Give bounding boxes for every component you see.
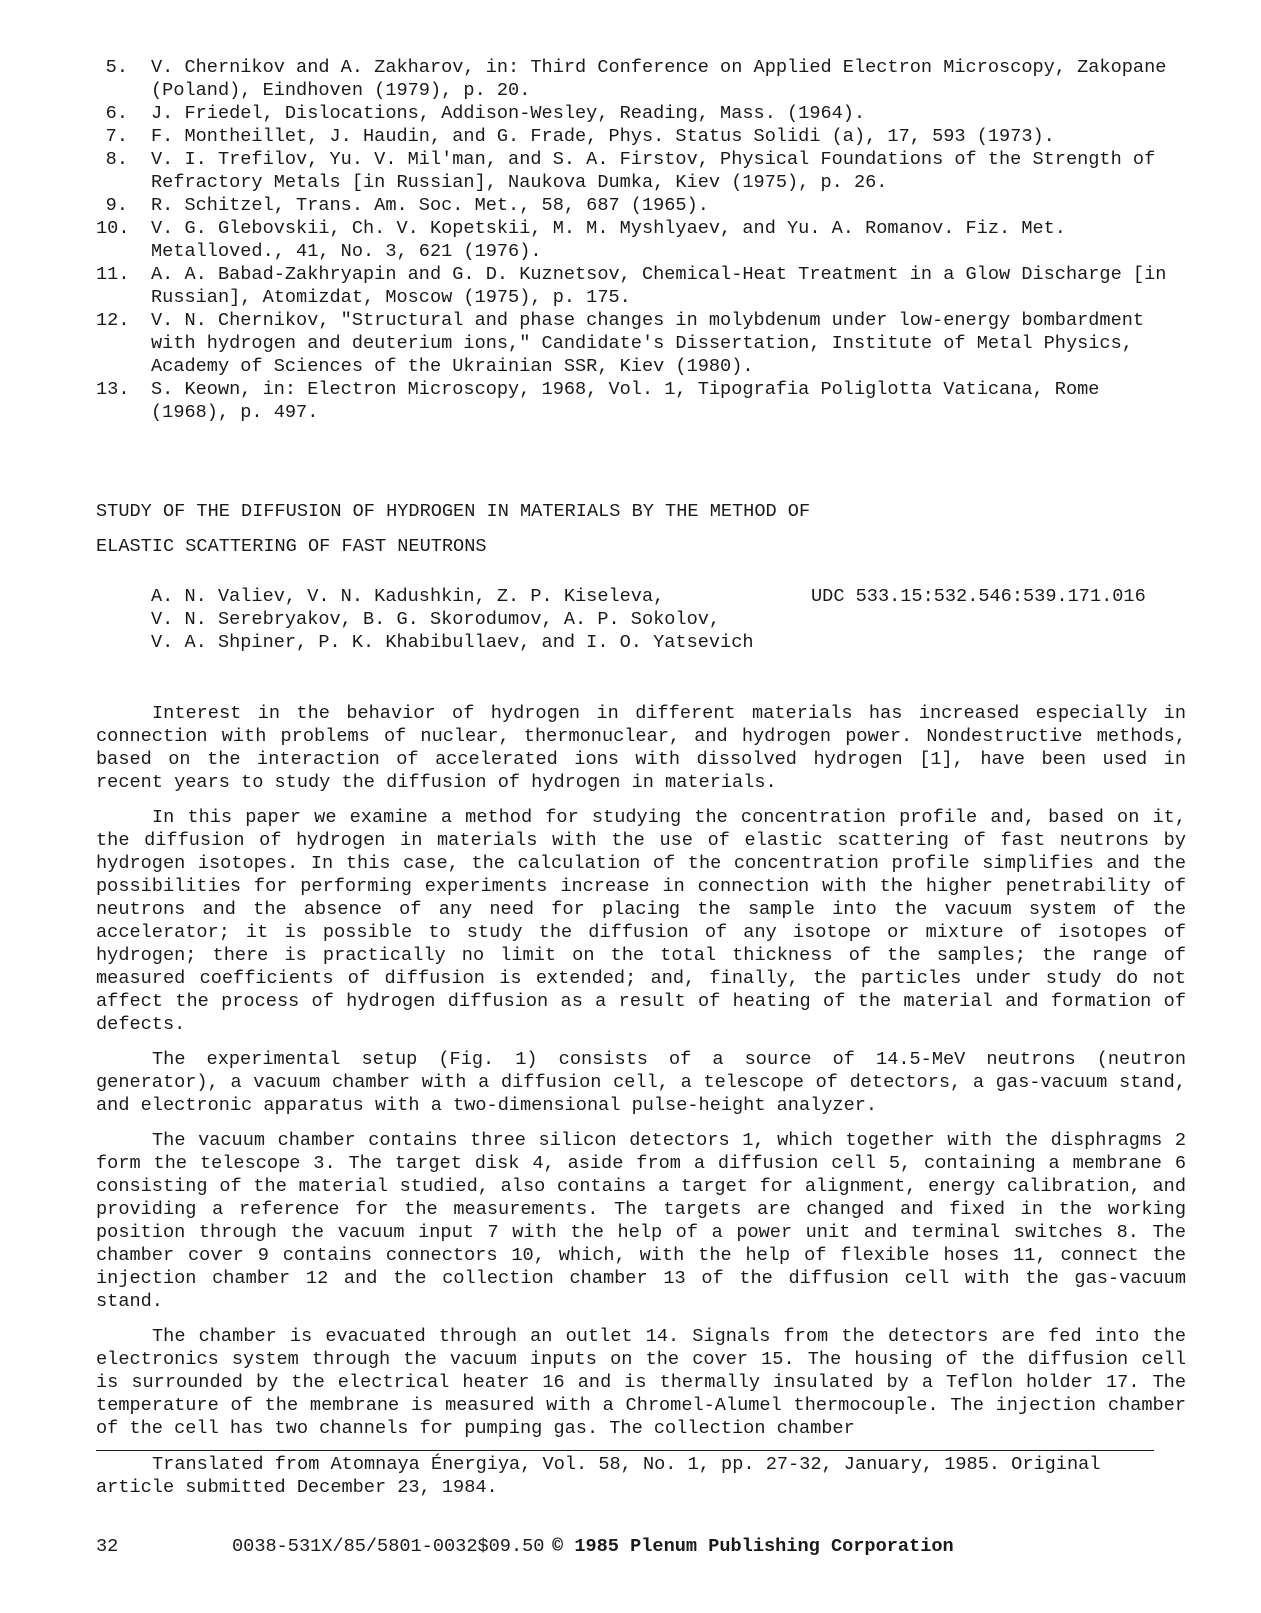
reference-text: V. N. Chernikov, "Structural and phase changes in molybdenum under low-energy bombardment with hydrogen and deuterium ions," Candidate's Dissertation, Institute of Metal Physics, Academy of Sciences of the Ukrainian SSR, Kiev (1980). xyxy=(151,310,1145,377)
footnote-divider xyxy=(96,1450,1154,1451)
reference-text: F. Montheillet, J. Haudin, and G. Frade, Phys. Status Solidi (a), 17, 593 (1973). xyxy=(151,126,1055,147)
reference-item xyxy=(96,263,1186,309)
reference-item xyxy=(96,378,1186,424)
reference-number: 5. xyxy=(105,57,128,78)
reference-item xyxy=(96,194,1186,217)
reference-item xyxy=(96,125,1186,148)
paragraph: The chamber is evacuated through an outlet 14. Signals from the detectors are fed into the electronics system through the vacuum inputs on the cover 15. The housing of the diffusion cell is surrounded by the electrical heater 16 and is thermally insulated by a Teflon holder 17. The temperature of the membrane is measured with a Chromel-Alumel thermocouple. The injection chamber of the cell has two channels for pumping gas. The collection chamber xyxy=(96,1326,1186,1439)
paragraph: In this paper we examine a method for studying the concentration profile and, based on it, the diffusion of hydrogen in materials with the use of elastic scattering of fast neutrons by hydrogen isotopes. In this case, the calculation of the concentration profile simplifies and the possibilities for performing experiments increase in connection with the higher penetrability of neutrons and the absence of any need for placing the sample into the vacuum system of the accelerator; it is possible to study the diffusion of any isotope or mixture of isotopes of hydrogen; there is practically no limit on the total thickness of the samples; the range of measured coefficients of diffusion is extended; and, finally, the particles under study do not affect the process of hydrogen diffusion as a result of heating of the material and formation of defects. xyxy=(96,807,1186,1035)
reference-number: 11. xyxy=(96,264,130,285)
reference-number: 6. xyxy=(105,103,128,124)
copyright-notice: © 1985 Plenum Publishing Corporation xyxy=(552,1536,954,1557)
reference-item xyxy=(96,309,1186,378)
reference-text: V. Chernikov and A. Zakharov, in: Third Conference on Applied Electron Microscopy, Zakopane (Poland), Eindhoven (1979), p. 20. xyxy=(151,57,1167,101)
reference-number: 13. xyxy=(96,379,130,400)
reference-number: 7. xyxy=(105,126,128,147)
reference-number: 10. xyxy=(96,218,130,239)
reference-text: V. I. Trefilov, Yu. V. Mil'man, and S. A. Firstov, Physical Foundations of the Strength of Refractory Metals [in Russian], Naukova Dumka, Kiev (1975), p. 26. xyxy=(151,149,1156,193)
article-body xyxy=(96,702,1186,1452)
author-list xyxy=(151,585,851,654)
title-line: ELASTIC SCATTERING OF FAST NEUTRONS xyxy=(96,536,487,557)
reference-item xyxy=(96,102,1186,125)
reference-text: J. Friedel, Dislocations, Addison-Wesley, Reading, Mass. (1964). xyxy=(151,103,866,124)
reference-item xyxy=(96,217,1186,263)
page-number: 32 xyxy=(96,1536,119,1557)
reference-item xyxy=(96,148,1186,194)
reference-list xyxy=(96,56,1186,424)
paragraph: The experimental setup (Fig. 1) consists of a source of 14.5-MeV neutrons (neutron generator), a vacuum chamber with a diffusion cell, a telescope of detectors, a gas-vacuum stand, and electronic apparatus with a two-dimensional pulse-height analyzer. xyxy=(96,1049,1186,1116)
translation-footnote: Translated from Atomnaya Énergiya, Vol. 58, No. 1, pp. 27-32, January, 1985. Original article submitted December 23, 1984. xyxy=(96,1454,1101,1498)
author-line: V. A. Shpiner, P. K. Khabibullaev, and I. O. Yatsevich xyxy=(151,632,754,653)
author-line: V. N. Serebryakov, B. G. Skorodumov, A. P. Sokolov, xyxy=(151,609,721,630)
udc-code: UDC 533.15:532.546:539.171.016 xyxy=(811,586,1146,607)
reference-number: 8. xyxy=(105,149,128,170)
reference-item xyxy=(96,56,1186,102)
article-title xyxy=(96,500,996,570)
paragraph: The vacuum chamber contains three silicon detectors 1, which together with the disphragms 2 form the telescope 3. The target disk 4, aside from a diffusion cell 5, containing a membrane 6 consisting of the material studied, also contains a target for alignment, energy calibration, and providing a reference for the measurements. The targets are changed and fixed in the working position through the vacuum input 7 with the help of a power unit and terminal switches 8. The chamber cover 9 contains connectors 10, which, with the help of flexible hoses 11, connect the injection chamber 12 and the collection chamber 13 of the diffusion cell with the gas-vacuum stand. xyxy=(96,1130,1186,1312)
reference-text: V. G. Glebovskii, Ch. V. Kopetskii, M. M. Myshlyaev, and Yu. A. Romanov. Fiz. Met. Metalloved., 41, No. 3, 621 (1976). xyxy=(151,218,1066,262)
reference-number: 12. xyxy=(96,310,130,331)
issn-code: 0038-531X/85/5801-0032$09.50 xyxy=(232,1536,545,1557)
reference-number: 9. xyxy=(105,195,128,216)
reference-text: A. A. Babad-Zakhryapin and G. D. Kuznetsov, Chemical-Heat Treatment in a Glow Discharge [in Russian], Atomizdat, Moscow (1975), p. 175. xyxy=(151,264,1167,308)
reference-text: R. Schitzel, Trans. Am. Soc. Met., 58, 687 (1965). xyxy=(151,195,709,216)
author-line: A. N. Valiev, V. N. Kadushkin, Z. P. Kiseleva, xyxy=(151,586,665,607)
title-line: STUDY OF THE DIFFUSION OF HYDROGEN IN MATERIALS BY THE METHOD OF xyxy=(96,501,811,522)
paragraph: Interest in the behavior of hydrogen in different materials has increased especially in connection with problems of nuclear, thermonuclear, and hydrogen power. Nondestructive methods, based on the interaction of accelerated ions with dissolved hydrogen [1], have been used in recent years to study the diffusion of hydrogen in materials. xyxy=(96,703,1186,793)
reference-text: S. Keown, in: Electron Microscopy, 1968, Vol. 1, Tipografia Poliglotta Vaticana, Rome (1968), p. 497. xyxy=(151,379,1100,423)
